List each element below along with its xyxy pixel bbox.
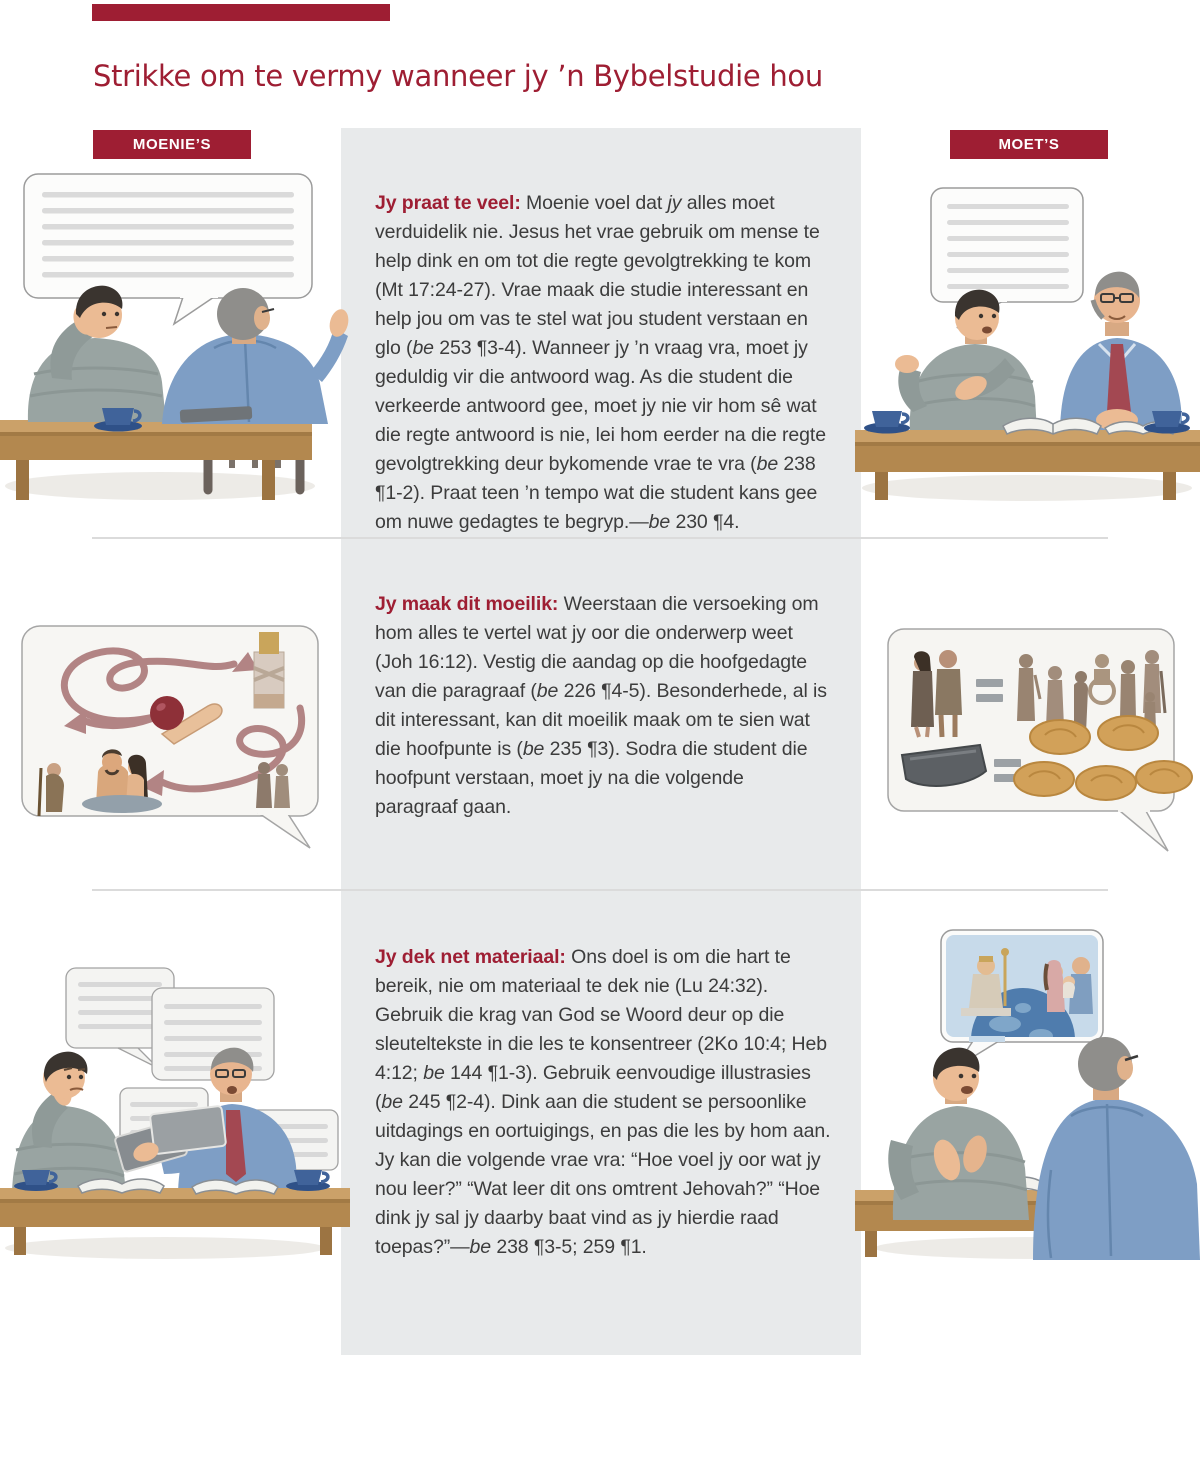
header-red-bar — [92, 4, 390, 21]
column-header-moenies: MOENIE’S — [93, 130, 251, 159]
teacher-figure — [1033, 1037, 1200, 1260]
section-3-lead: Jy dek net materiaal: — [375, 945, 566, 968]
speech-bubble-full — [24, 174, 312, 324]
illustration-tangled-explanation — [10, 620, 340, 850]
coffee-cup-left — [864, 411, 910, 434]
section-1-text — [375, 189, 831, 537]
section-divider-1 — [92, 537, 1108, 539]
student-figure — [888, 1048, 1029, 1220]
section-divider-2 — [92, 889, 1108, 891]
section-3-text — [375, 943, 831, 1262]
teacher-talks-too-much-scene — [0, 168, 350, 503]
illustration-teacher-talks-too-much — [0, 168, 350, 503]
section-1-body: Moenie voel dat jy alles moet verduidelik nie. Jesus het vrae gebruik om mense te help dink en om tot die regte gevolgtrekking te kom (Mt 17:24-27). Vrae maak die studie interessant en help jou om vas te stel wat jou student verstaan en glo (be 253 ¶3-4). Wanneer jy ’n vraag vra, moet jy geduldig vir die antwoord wag. As die student die verkeerde antwoord gee, moet jy nie vir hom sê wat die regte antwoord is nie, lei hom eerder na die regte gevolgtrekking deur bykomende vrae te vra (be 238 ¶1-2). Praat teen ’n tempo wat die student kans gee om nuwe gedagtes te begryp.—be 230 ¶4. — [375, 191, 826, 533]
column-header-moets: MOET’S — [950, 130, 1108, 159]
student-answers-scene — [855, 168, 1200, 503]
illustration-student-expresses-heart — [855, 920, 1200, 1260]
section-2-lead: Jy maak dit moeilik: — [375, 592, 559, 615]
speech-bubble-short — [931, 188, 1083, 328]
section-1-lead: Jy praat te veel: — [375, 191, 521, 214]
tangled-explanation-scene — [10, 620, 340, 850]
illustration-simple-comparisons — [880, 615, 1200, 855]
section-2-text — [375, 590, 831, 822]
section-3-body: Ons doel is om die hart te bereik, nie om materiaal te dek nie (Lu 24:32). Gebruik die krag van God se Woord deur op die sleuteltekste in die les te konsentreer (2Ko 10:4; Heb 4:12; be 144 ¶1-3). Gebruik eenvoudige illustrasies (be 245 ¶2-4). Dink aan die student se persoonlike uitdagings en oortuigings, en pas die les by hom aan. Jy kan die volgende vrae vra: “Hoe voel jy oor wat jy nou leer?” “Wat leer dit ons omtrent Jehovah?” “Hoe dink jy sal jy daarby baat vind as jy hierdie raad toepas?”—be 238 ¶3-5; 259 ¶1. — [375, 945, 831, 1258]
page-title: Strikke om te vermy wanneer jy ’n Bybelstudie hou — [93, 59, 823, 94]
simple-comparisons-scene — [880, 615, 1200, 855]
illustration-too-many-publications — [0, 960, 350, 1260]
student-figure — [895, 290, 1037, 434]
student-expresses-scene — [855, 920, 1200, 1260]
student-figure — [28, 286, 166, 422]
too-many-publications-scene — [0, 960, 350, 1260]
section-2-body: Weerstaan die versoeking om hom alles te vertel wat jy oor die onderwerp weet (Joh 16:12). Vestig die aandag op die hoofgedagte van die paragraaf (be 226 ¶4-5). Besonderhede, al is dit interessant, kan dit moeilik maak om te sien wat die hoofpunte is (be 235 ¶3). Sodra die student die hoofpunt verstaan, moet jy na die volgende paragraaf gaan. — [375, 592, 827, 818]
illustration-student-answers — [855, 168, 1200, 503]
